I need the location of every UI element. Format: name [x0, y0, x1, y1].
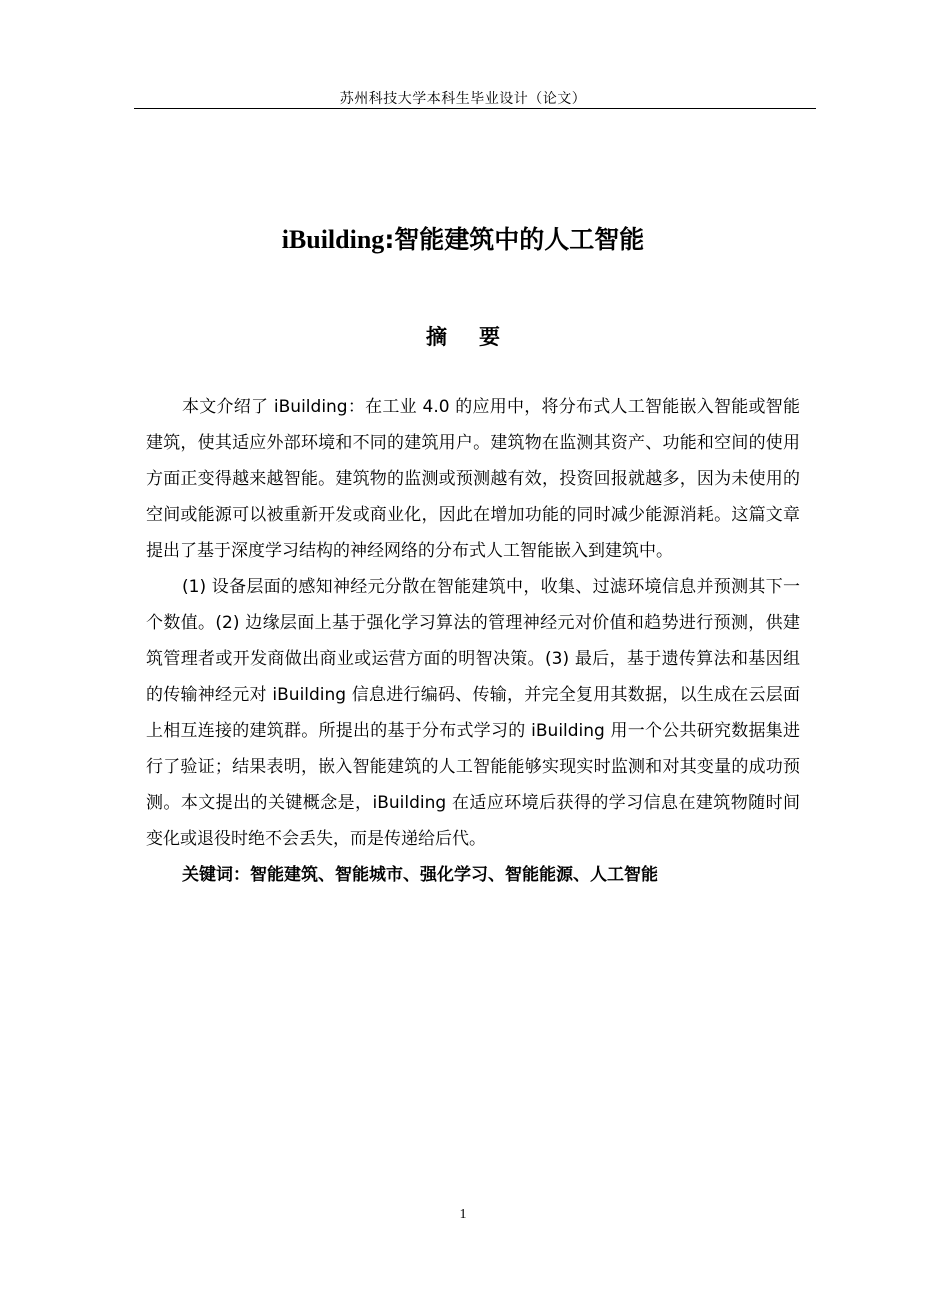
paper-title-rest: :智能建筑中的人工智能	[384, 225, 645, 254]
paper-title	[0, 222, 926, 258]
running-header: 苏州科技大学本科生毕业设计（论文）	[339, 91, 587, 107]
abstract-heading-char-2: 要	[479, 325, 500, 349]
abstract-paragraph-2: (1) 设备层面的感知神经元分散在智能建筑中，收集、过滤环境信息并预测其下一个数值。(2) 边缘层面上基于强化学习算法的管理神经元对价值和趋势进行预测，供建筑管理者或开发商做出商业或运营方面的明智决策。(3) 最后，基于遗传算法和基因组的传输神经元对 iBuilding 信息进行编码、传输，并完全复用其数据，以生成在云层面上相互连接的建筑群。所提出的基于分布式学习的 iBuilding 用一个公共研究数据集进行了验证；结果表明，嵌入智能建筑的人工智能能够实现实时监测和对其变量的成功预测。本文提出的关键概念是，iBuilding 在适应环境后获得的学习信息在建筑物随时间变化或退役时绝不会丢失，而是传递给后代。	[146, 577, 800, 849]
paper-title-latin: iBuilding	[281, 225, 385, 254]
abstract-heading	[0, 320, 926, 354]
keywords-line: 关键词：智能建筑、智能城市、强化学习、智能能源、人工智能	[182, 865, 658, 885]
abstract-paragraph-1: 本文介绍了 iBuilding：在工业 4.0 的应用中，将分布式人工智能嵌入智能或智能建筑，使其适应外部环境和不同的建筑用户。建筑物在监测其资产、功能和空间的使用方面正变得越来越智能。建筑物的监测或预测越有效，投资回报就越多，因为未使用的空间或能源可以被重新开发或商业化，因此在增加功能的同时减少能源消耗。这篇文章提出了基于深度学习结构的神经网络的分布式人工智能嵌入到建筑中。	[146, 397, 800, 561]
abstract-body	[146, 389, 800, 893]
abstract-heading-char-1: 摘	[426, 325, 447, 349]
page-number: 1	[459, 1207, 467, 1222]
header-rule	[134, 108, 816, 109]
